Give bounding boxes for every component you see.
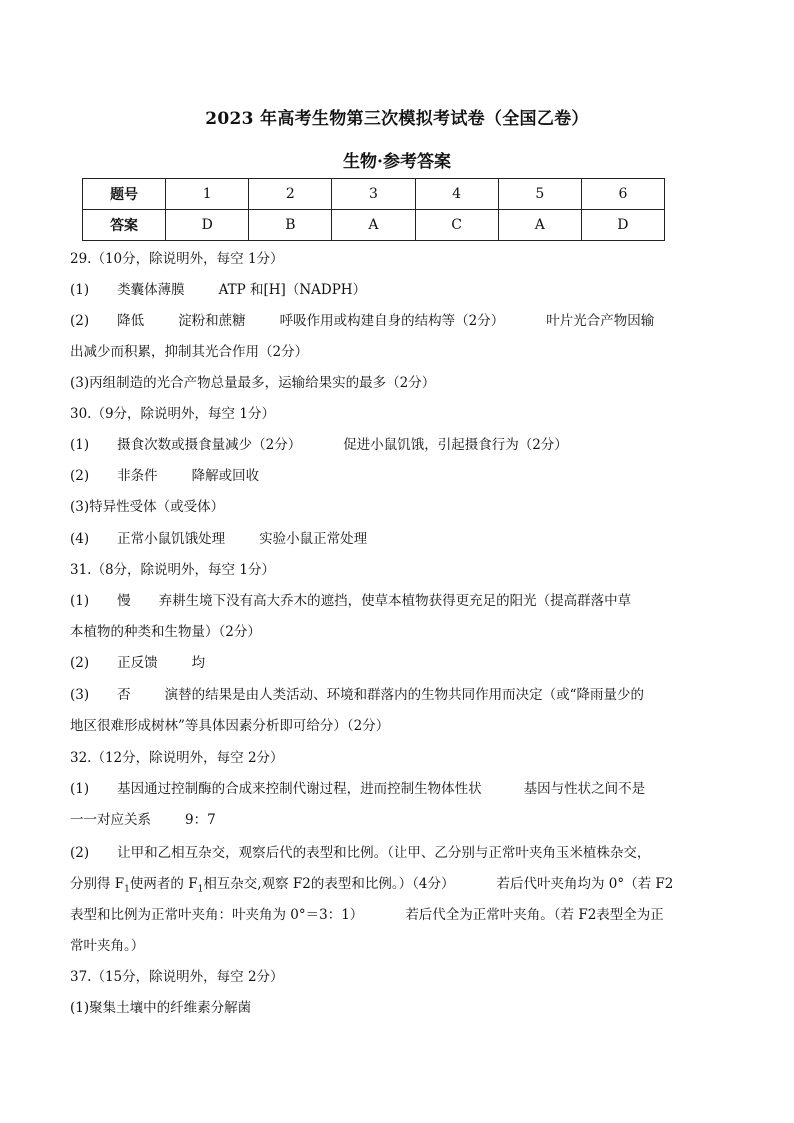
page-subtitle: 生物·参考答案 — [343, 152, 451, 172]
answer-text: 弃耕生境下没有高大乔木的遮挡，使草本植物获得更充足的阳光（提高群落中草 — [158, 593, 632, 609]
answer-text: 实验小鼠正常处理 — [259, 531, 368, 547]
q29-line-1 — [70, 281, 680, 299]
q32-line-2 — [70, 811, 680, 829]
q32-line-1 — [70, 780, 680, 798]
answer-text: 正常小鼠饥饿处理 — [117, 531, 226, 547]
q31-header: 31.（8分，除说明外，每空 1分） — [70, 562, 275, 578]
table-cell: B — [249, 210, 332, 241]
answer-text: ATP 和[H]（NADPH） — [218, 282, 367, 298]
table-cell: 5 — [498, 179, 581, 210]
q31-line-1 — [70, 592, 680, 610]
q32-line-3 — [70, 844, 680, 862]
table-row — [83, 179, 665, 210]
answer-text-part: 相互杂交,观察 F2的表型和比例。）（4分） — [203, 876, 455, 892]
answer-text-part: 分别得 F — [70, 876, 125, 892]
q32-header: 32.（12分，除说明外，每空 2分） — [70, 750, 284, 766]
q37-header: 37.（15分，除说明外，每空 2分） — [70, 969, 284, 985]
item-number: (1) — [70, 781, 90, 797]
q32-line-4 — [70, 875, 680, 899]
q31-line-2: 本植物的种类和生物量）（2分） — [70, 624, 261, 640]
table-cell: 3 — [332, 179, 415, 210]
item-number: (1) — [70, 593, 90, 609]
answer-text: 正反馈 — [117, 655, 158, 671]
answer-text: 一一对应关系 — [70, 812, 151, 828]
item-number: (1) — [70, 282, 90, 298]
answer-text: 类囊体薄膜 — [117, 282, 185, 298]
q32-line-6: 常叶夹角。） — [70, 938, 145, 954]
q29-header: 29.（10分，除说明外，每空 1分） — [70, 251, 284, 267]
subscript: 1 — [197, 884, 204, 895]
table-cell: D — [166, 210, 249, 241]
q29-line-2 — [70, 312, 680, 330]
answer-text: 呼吸作用或构建自身的结构等（2分） — [279, 313, 505, 329]
answer-text: 若后代全为正常叶夹角。（若 F2表型全为正 — [405, 907, 664, 923]
answer-text: 摄食次数或摄食量减少（2分） — [117, 437, 302, 453]
q30-header: 30.（9分，除说明外，每空 1分） — [70, 406, 275, 422]
table-cell: 2 — [249, 179, 332, 210]
answer-text: 让甲和乙相互杂交，观察后代的表型和比例。（让甲、乙分别与正常叶夹角玉米植株杂交， — [117, 845, 651, 861]
q31-line-5: 地区很难形成树林”等具体因素分析即可给分）（2分） — [70, 718, 390, 734]
q30-line-1 — [70, 436, 680, 454]
answer-text: 否 — [117, 687, 131, 703]
item-number: (3) — [70, 687, 90, 703]
q37-line-1: (1)聚集土壤中的纤维素分解菌 — [70, 1000, 252, 1016]
answer-text: 均 — [191, 655, 206, 671]
answer-text: 基因通过控制酶的合成来控制代谢过程，进而控制生物体性状 — [117, 781, 482, 797]
answer-text: 叶片光合产物因输 — [546, 313, 655, 329]
table-cell: 答案 — [83, 210, 166, 241]
answer-text: 淀粉和蔗糖 — [178, 313, 246, 329]
answer-text: 促进小鼠饥饿，引起摄食行为（2分） — [343, 437, 568, 453]
answer-text: 慢 — [117, 593, 131, 609]
item-number: (1) — [70, 437, 90, 453]
answer-text: 表型和比例为正常叶夹角：叶夹角为 0°＝3：1） — [70, 907, 364, 923]
answer-text: 基因与性状之间不是 — [523, 781, 646, 797]
table-cell: A — [332, 210, 415, 241]
item-number: (2) — [70, 313, 90, 329]
item-number: (2) — [70, 845, 90, 861]
table-row — [83, 210, 665, 241]
answer-text-part: 使两者的 F — [129, 876, 198, 892]
table-cell: 1 — [166, 179, 249, 210]
table-cell: 题号 — [83, 179, 166, 210]
answer-table — [82, 178, 665, 241]
table-cell: C — [415, 210, 498, 241]
answer-text: 降低 — [117, 313, 145, 329]
q31-line-3 — [70, 654, 680, 672]
table-cell: A — [498, 210, 581, 241]
answer-text: 降解或回收 — [191, 468, 260, 484]
table-cell: D — [581, 210, 664, 241]
item-number: (2) — [70, 468, 90, 484]
item-number: (4) — [70, 531, 90, 547]
q30-line-2 — [70, 467, 680, 485]
q29-line-4: (3)丙组制造的光合产物总量最多，运输给果实的最多（2分） — [70, 375, 436, 391]
page-title: 2023 年高考生物第三次模拟考试卷（全国乙卷） — [205, 109, 589, 129]
q30-line-3: (3)特异性受体（或受体） — [70, 499, 225, 515]
q31-line-4 — [70, 686, 680, 704]
answer-text: 若后代叶夹角均为 0°（若 F2 — [496, 876, 674, 892]
answer-text: 演替的结果是由人类活动、环境和群落内的生物共同作用而决定（或“降雨量少的 — [164, 687, 645, 703]
item-number: (2) — [70, 655, 90, 671]
q30-line-4 — [70, 530, 680, 548]
subscript: 1 — [124, 884, 130, 895]
answer-text: 9：7 — [185, 812, 216, 828]
answer-text: 非条件 — [117, 468, 158, 484]
table-cell: 6 — [581, 179, 664, 210]
answer-text — [70, 875, 454, 899]
q32-line-5 — [70, 906, 680, 924]
table-cell: 4 — [415, 179, 498, 210]
q29-line-3: 出减少而积累，抑制其光合作用（2分） — [70, 344, 309, 360]
